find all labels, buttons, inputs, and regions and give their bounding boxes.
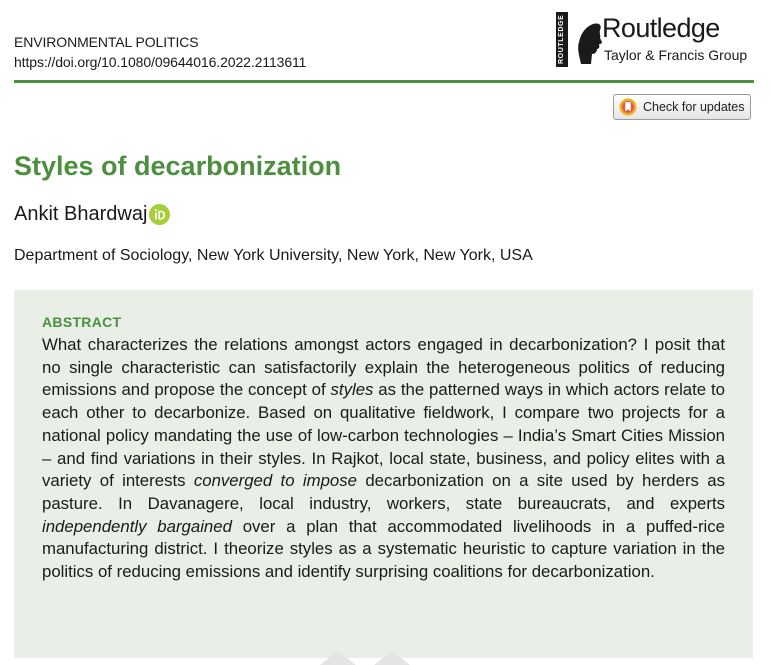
abstract-emphasis: converged to impose: [193, 471, 357, 491]
watermark-chevrons: [310, 648, 430, 665]
orcid-icon[interactable]: [149, 204, 170, 225]
author-line: [14, 200, 170, 228]
publisher-side-mark: ROUTLEDGE: [556, 12, 568, 67]
abstract-segment: over a plan that accommodated livelihoods in a puffed-rice manufacturing district. I theorize styles as a systematic heuristic to capture variation in the politics of reducing emissions and identify surprising coalitions for decarbonization.: [42, 516, 725, 582]
publisher-logo: [556, 12, 766, 68]
abstract-emphasis: independently bargained: [42, 516, 232, 536]
check-for-updates-label: Check for updates: [643, 100, 745, 114]
abstract-segment: decarbonization on a site used by herders as pasture. In Davanagere, local industry, workers, state bureaucrats, and experts: [42, 471, 725, 513]
abstract-text: [42, 334, 725, 584]
doi-link[interactable]: https://doi.org/10.1080/09644016.2022.2113611: [14, 54, 307, 70]
publisher-name: Routledge: [602, 13, 720, 43]
header-divider: [14, 80, 754, 83]
abstract-segment: as the patterned ways in which actors relate to each other to decarbonize. Based on qualitative fieldwork, I compare two projects for a national policy mandating the use of low-carbon technologies – India’s Smart Cities Mission – and find variations in their styles. In Rajkot, local state, business, and policy elites with a variety of interests: [42, 380, 725, 491]
author-affiliation: Department of Sociology, New York University, New York, New York, USA: [14, 247, 533, 264]
author-name[interactable]: Ankit Bhardwaj: [14, 203, 148, 225]
journal-info: [14, 32, 306, 72]
check-for-updates-button[interactable]: [613, 94, 751, 120]
journal-name: ENVIRONMENTAL POLITICS: [14, 34, 199, 50]
abstract-emphasis: styles: [330, 380, 374, 400]
abstract-section: [14, 290, 753, 658]
abstract-heading: ABSTRACT: [42, 314, 122, 330]
abstract-segment: What characterizes the relations amongst actors engaged in decarbonization? I posit that no single characteristic can satisfactorily explain the heterogeneous politics of reducing emissions and propose the concept of: [42, 335, 725, 400]
article-title: Styles of decarbonization: [14, 151, 342, 181]
check-updates-icon: [619, 98, 637, 116]
publisher-subtitle: Taylor & Francis Group: [604, 47, 748, 63]
